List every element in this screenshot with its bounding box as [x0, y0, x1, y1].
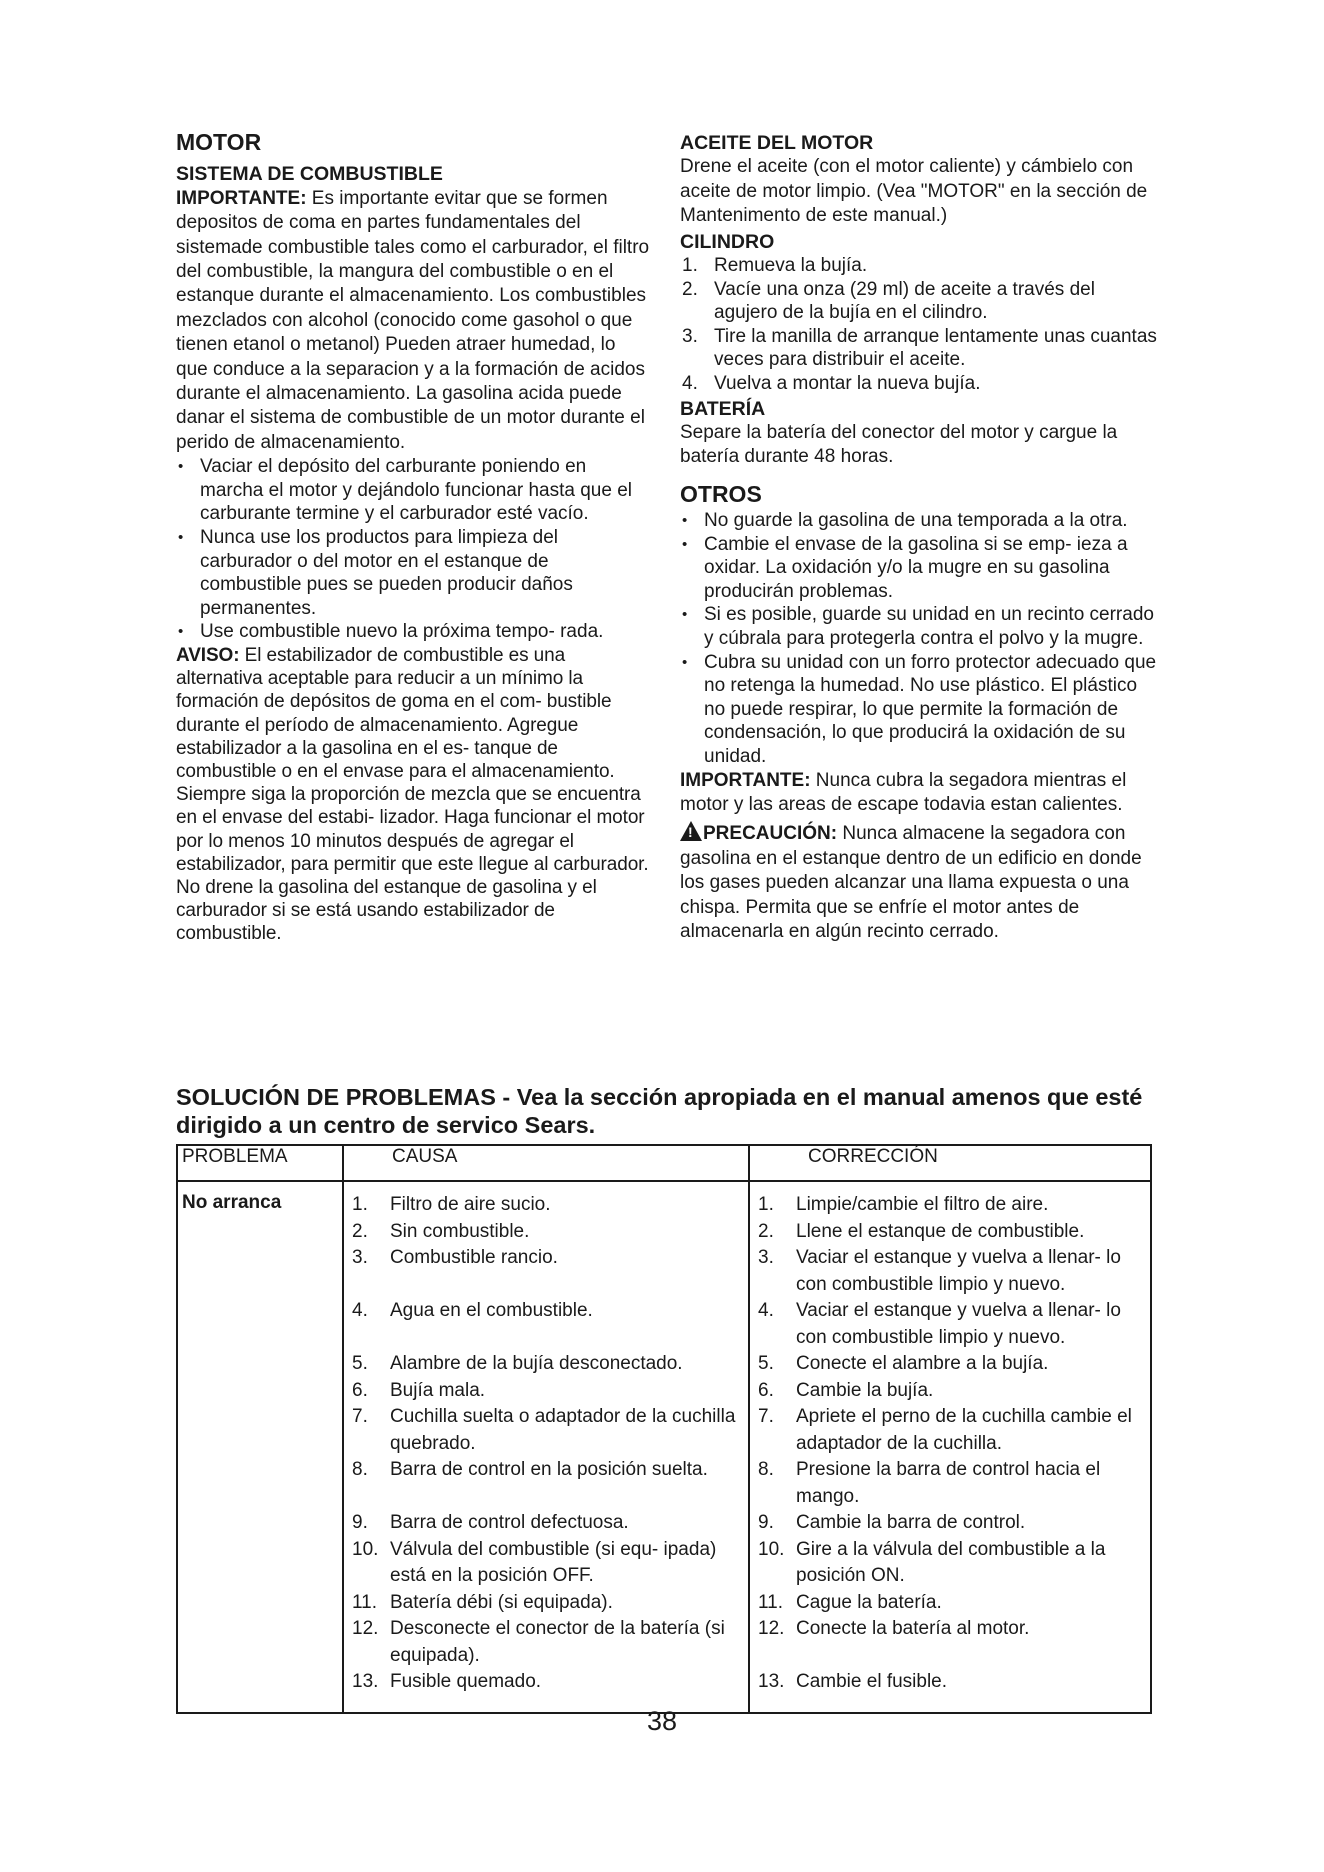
row-number: 12.: [758, 1618, 785, 1639]
row-number: 2.: [758, 1220, 774, 1242]
row-text: Desconecte el conector de la batería (si equipada).: [390, 1618, 725, 1666]
table-header-row: [177, 1145, 1151, 1181]
caution-label: PRECAUCIÓN:: [703, 823, 838, 845]
list-item: [680, 325, 1160, 372]
row-number: 11.: [758, 1591, 784, 1613]
cause-item: [352, 1510, 748, 1537]
column-header-problem: PROBLEMA: [177, 1145, 343, 1181]
fuel-bullet-list: [176, 455, 650, 644]
page-number: 38: [646, 1706, 678, 1736]
row-text: Batería débi (si equipada).: [390, 1591, 613, 1613]
cause-item: [352, 1219, 748, 1246]
cause-item: [352, 1537, 748, 1590]
fuel-system-heading: SISTEMA DE COMBUSTIBLE: [176, 163, 443, 186]
important-text: Nunca cubra la segadora mientras el motor y las areas de escape todavia estan calientes.: [680, 769, 1127, 815]
list-item: [680, 372, 1160, 396]
row-text: Gire a la válvula del combustible a la posición ON.: [796, 1538, 1106, 1586]
row-number: 13.: [758, 1671, 785, 1692]
row-text: Cambie la bujía.: [796, 1379, 934, 1401]
cause-item: [352, 1192, 748, 1219]
row-text: Barra de control defectuosa.: [390, 1512, 629, 1533]
others-bullet-list: [680, 509, 1160, 769]
engine-oil-text: Drene el aceite (con el motor caliente) y cámbielo con aceite de motor limpio. (Vea "MOTOR" en la sección de Mantenimento de este manual.): [680, 156, 1148, 227]
step-text: Remueva la bujía.: [714, 255, 868, 276]
row-text: Fusible quemado.: [390, 1671, 542, 1692]
battery-text: Separe la batería del conector del motor y cargue la batería durante 48 horas.: [680, 421, 1118, 468]
correction-item: [758, 1616, 1150, 1669]
list-item: • Cubra su unidad con un forro protector adecuado que no retenga la humedad. No use plástico. El plástico no puede respirar, lo que permite la formación de condensación, lo que producirá la oxidación de su unidad.: [680, 651, 1160, 769]
engine-oil-heading: ACEITE DEL MOTOR: [680, 132, 874, 154]
row-number: 9.: [758, 1512, 774, 1533]
row-number: 5.: [352, 1353, 368, 1374]
important-label: IMPORTANTE:: [176, 187, 307, 209]
notice-label: AVISO:: [176, 644, 240, 666]
row-text: Cuchilla suelta o adaptador de la cuchilla quebrado.: [390, 1406, 736, 1454]
left-column: [176, 130, 650, 946]
cause-item: [352, 1590, 748, 1617]
cylinder-heading: CILINDRO: [680, 230, 775, 253]
row-text: Conecte la batería al motor.: [796, 1618, 1030, 1639]
row-text: Barra de control en la posición suelta.: [390, 1459, 708, 1480]
cause-cell: [343, 1181, 749, 1713]
cause-item: [352, 1669, 748, 1696]
section-title-others: OTROS: [680, 480, 762, 507]
list-item: [680, 278, 1160, 325]
correction-item: [758, 1537, 1150, 1590]
row-text: Agua en el combustible.: [390, 1300, 593, 1321]
row-number: 3.: [352, 1247, 368, 1268]
row-text: Cague la batería.: [796, 1591, 942, 1613]
row-number: 10.: [352, 1538, 379, 1560]
step-number: 2.: [682, 278, 698, 300]
step-number: 1.: [682, 255, 698, 276]
correction-item: [758, 1245, 1150, 1298]
caution-note: [680, 821, 1160, 944]
step-number: 4.: [682, 372, 698, 394]
row-text: Alambre de la bujía desconectado.: [390, 1353, 683, 1374]
notice-paragraph: [176, 644, 650, 946]
row-number: 4.: [352, 1300, 368, 1321]
row-number: 11.: [352, 1591, 378, 1613]
cause-item: [352, 1378, 748, 1405]
row-text: Apriete el perno de la cuchilla cambie el adaptador de la cuchilla.: [796, 1406, 1132, 1454]
correction-item: [758, 1457, 1150, 1510]
row-number: 6.: [352, 1379, 368, 1401]
row-number: 2.: [352, 1220, 368, 1242]
cause-item: [352, 1404, 748, 1457]
row-text: Filtro de aire sucio.: [390, 1194, 551, 1215]
list-item: • No guarde la gasolina de una temporada a la otra.: [680, 509, 1160, 533]
row-text: Llene el estanque de combustible.: [796, 1220, 1085, 1242]
correction-cell: [749, 1181, 1151, 1713]
cause-item: [352, 1616, 748, 1669]
row-number: 1.: [758, 1194, 774, 1215]
row-number: 8.: [352, 1459, 368, 1480]
correction-item: [758, 1351, 1150, 1378]
row-number: 12.: [352, 1618, 379, 1639]
cause-item: [352, 1457, 748, 1510]
row-number: 10.: [758, 1538, 785, 1560]
row-text: Bujía mala.: [390, 1379, 486, 1401]
troubleshooting-table: [176, 1144, 1152, 1714]
column-header-cause: CAUSA: [343, 1145, 749, 1181]
row-number: 13.: [352, 1671, 379, 1692]
cause-item: [352, 1245, 748, 1298]
cause-item: [352, 1298, 748, 1351]
important-text: Es importante evitar que se formen depositos de coma en partes fundamentales del sistemade combustible tales como el carburador, el filtro del combustible, la mangura del combustible o en el estanque durante el almacenamiento. Los combustibles mezclados con alcohol (conocido come gasohol o que tienen etanol o metanol) Pueden atraer humedad, lo que conduce a la separacion y a la formación de acidos durante el almacenamiento. La gasolina acida puede danar el sistema de combustible de un motor durante el perido de almacenamiento.: [176, 187, 650, 453]
row-text: Combustible rancio.: [390, 1247, 558, 1268]
problem-cell: No arranca: [177, 1181, 343, 1713]
cause-item: [352, 1351, 748, 1378]
row-number: 1.: [352, 1194, 368, 1215]
row-number: 4.: [758, 1300, 774, 1321]
step-number: 3.: [682, 325, 698, 347]
row-number: 6.: [758, 1379, 774, 1401]
row-number: 7.: [758, 1406, 774, 1427]
correction-item: [758, 1404, 1150, 1457]
important-note: [680, 769, 1160, 818]
row-text: Conecte el alambre a la bujía.: [796, 1353, 1049, 1374]
section-title-motor: MOTOR: [176, 129, 262, 155]
row-text: Vaciar el estanque y vuelva a llenar- lo con combustible limpio y nuevo.: [796, 1300, 1121, 1348]
battery-heading: BATERÍA: [680, 397, 766, 420]
row-text: Cambie la barra de control.: [796, 1512, 1026, 1533]
correction-item: [758, 1590, 1150, 1617]
notice-text: El estabilizador de combustible es una alternativa aceptable para reducir a un mínimo la formación de depósitos de goma en el com- bustible durante el período de almacenamiento. Agregue estabilizador a la gasolina en el es- tanque de combustible o en el envase para el almacenamiento. Siempre siga la proporción de mezcla que se encuentra en el envase del estabi- lizador. Haga funcionar el motor por lo menos 10 minutos después de agregar el estabilizador, para permitir que este llegue al carburador. No drene la gasolina del estanque de gasolina y el carburador si se está usando estabilizador de combustible.: [176, 644, 649, 945]
row-text: Vaciar el estanque y vuelva a llenar- lo con combustible limpio y nuevo.: [796, 1247, 1121, 1295]
important-paragraph: [176, 187, 650, 455]
step-text: Tire la manilla de arranque lentamente unas cuantas veces para distribuir el aceite.: [714, 325, 1157, 371]
caution-text: Nunca almacene la segadora con gasolina en el estanque dentro de un edificio en donde los gases pueden alcanzar una llama expuesta o una chispa. Permita que se enfríe el motor antes de almacenarla en algún recinto cerrado.: [680, 823, 1142, 943]
correction-item: [758, 1510, 1150, 1537]
cylinder-steps: [680, 254, 1160, 396]
row-text: Limpie/cambie el filtro de aire.: [796, 1194, 1049, 1215]
list-item: [680, 254, 1160, 278]
row-number: 8.: [758, 1459, 774, 1480]
row-text: Presione la barra de control hacia el mango.: [796, 1459, 1101, 1507]
row-number: 3.: [758, 1247, 774, 1268]
troubleshooting-title: SOLUCIÓN DE PROBLEMAS - Vea la sección apropiada en el manual amenos que esté dirigido a un centro de servico Sears.: [176, 1084, 1143, 1138]
step-text: Vacíe una onza (29 ml) de aceite a través del agujero de la bujía en el cilindro.: [714, 278, 1095, 324]
row-number: 9.: [352, 1512, 368, 1533]
correction-item: [758, 1219, 1150, 1246]
step-text: Vuelva a montar la nueva bujía.: [714, 372, 981, 394]
right-column: [680, 130, 1160, 944]
column-header-correction: CORRECCIÓN: [749, 1145, 1151, 1181]
list-item: • Cambie el envase de la gasolina si se emp- ieza a oxidar. La oxidación y/o la mugre en su gasolina producirán problemas.: [680, 533, 1160, 604]
warning-triangle-icon: !: [680, 821, 702, 841]
list-item: • Si es posible, guarde su unidad en un recinto cerrado y cúbrala para protegerla contra el polvo y la mugre.: [680, 603, 1160, 650]
correction-item: [758, 1378, 1150, 1405]
important-label: IMPORTANTE:: [680, 769, 811, 791]
list-item: • Nunca use los productos para limpieza del carburador o del motor en el estanque de combustible pues se pueden producir daños permanentes.: [176, 526, 650, 620]
row-number: 7.: [352, 1406, 368, 1427]
row-text: Sin combustible.: [390, 1220, 530, 1242]
row-text: Cambie el fusible.: [796, 1671, 948, 1692]
row-number: 5.: [758, 1353, 774, 1374]
list-item: • Vaciar el depósito del carburante poniendo en marcha el motor y dejándolo funcionar hasta que el carburante termine y el carburador esté vacío.: [176, 455, 650, 526]
row-text: Válvula del combustible (si equ- ipada) está en la posición OFF.: [390, 1538, 717, 1586]
correction-item: [758, 1669, 1150, 1696]
correction-item: [758, 1298, 1150, 1351]
table-row: [177, 1181, 1151, 1713]
correction-item: [758, 1192, 1150, 1219]
list-item: • Use combustible nuevo la próxima tempo- rada.: [176, 620, 650, 644]
